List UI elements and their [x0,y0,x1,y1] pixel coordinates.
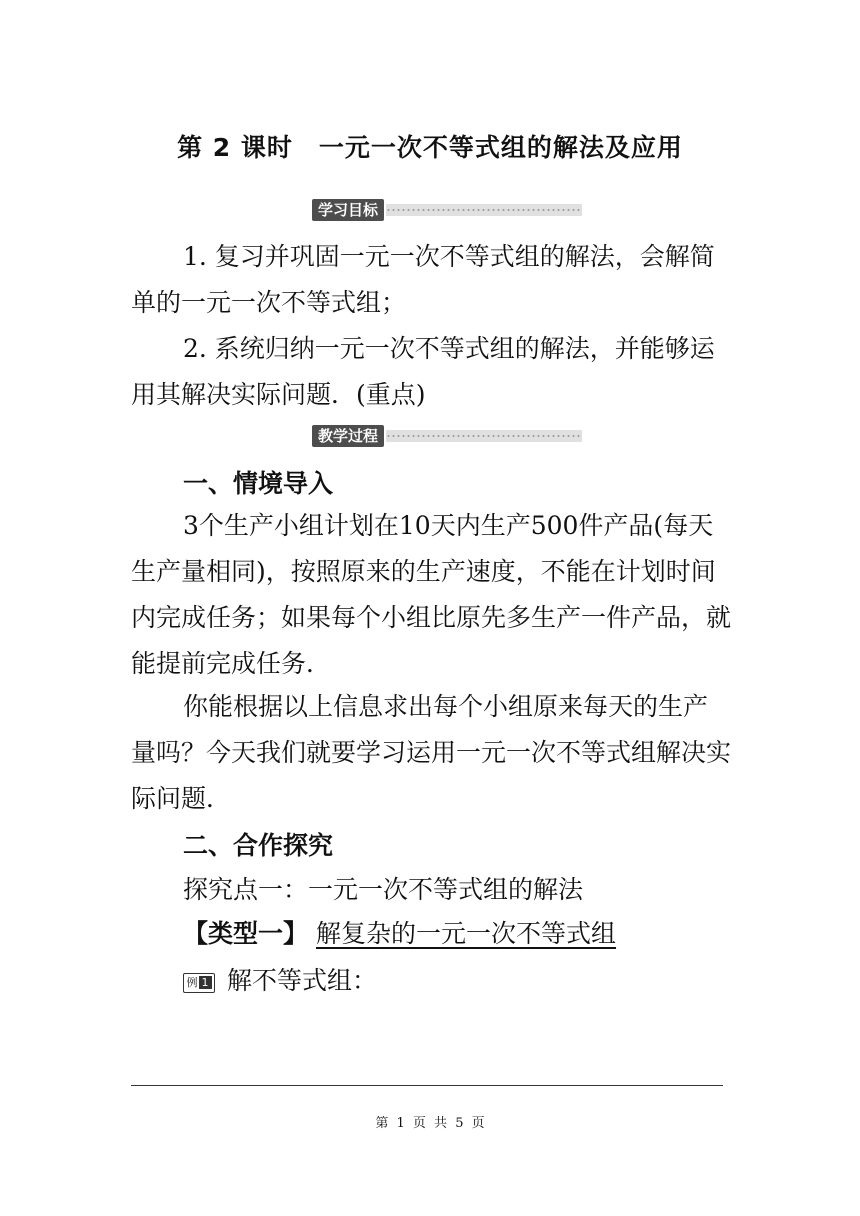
example-text: 解不等式组： [227,966,378,995]
process-section-header [312,425,582,447]
example-line [183,961,377,997]
intro-paragraph-1: 3个生产小组计划在10天内生产500件产品(每天生产量相同)，按照原来的生产速度，不能在计划时间内完成任务；如果每个小组比原先多生产一件产品，就能提前完成任务． [131,511,732,678]
intro-heading: 一、情境导入 [183,469,334,498]
process-label: 教学过程 [312,425,384,447]
type-heading [183,914,616,950]
explore-point: 探究点一：一元一次不等式组的解法 [183,875,584,904]
footer-rule [131,1085,723,1086]
page-footer: 第 1 页 共 5 页 [375,1116,485,1131]
explore-heading: 二、合作探究 [183,831,334,860]
example-badge [183,973,215,993]
example-number: 1 [199,976,212,989]
example-prefix: 例 [186,976,198,989]
dotted-divider [386,204,582,216]
objectives-label: 学习目标 [312,199,384,221]
objective-item-1: 1. 复习并巩固一元一次不等式组的解法，会解简单的一元一次不等式组； [131,242,715,317]
type-label: 【类型一】 [183,919,309,948]
objective-item-2: 2. 系统归纳一元一次不等式组的解法，并能够运用其解决实际问题．(重点) [131,334,715,409]
objectives-section-header [312,199,582,221]
type-title: 解复杂的一元一次不等式组 [316,919,617,948]
page-title: 第 2 课时 一元一次不等式组的解法及应用 [177,133,683,162]
dotted-divider [386,430,582,442]
intro-paragraph-2: 你能根据以上信息求出每个小组原来每天的生产量吗？今天我们就要学习运用一元一次不等式组解决实际问题． [131,692,732,813]
